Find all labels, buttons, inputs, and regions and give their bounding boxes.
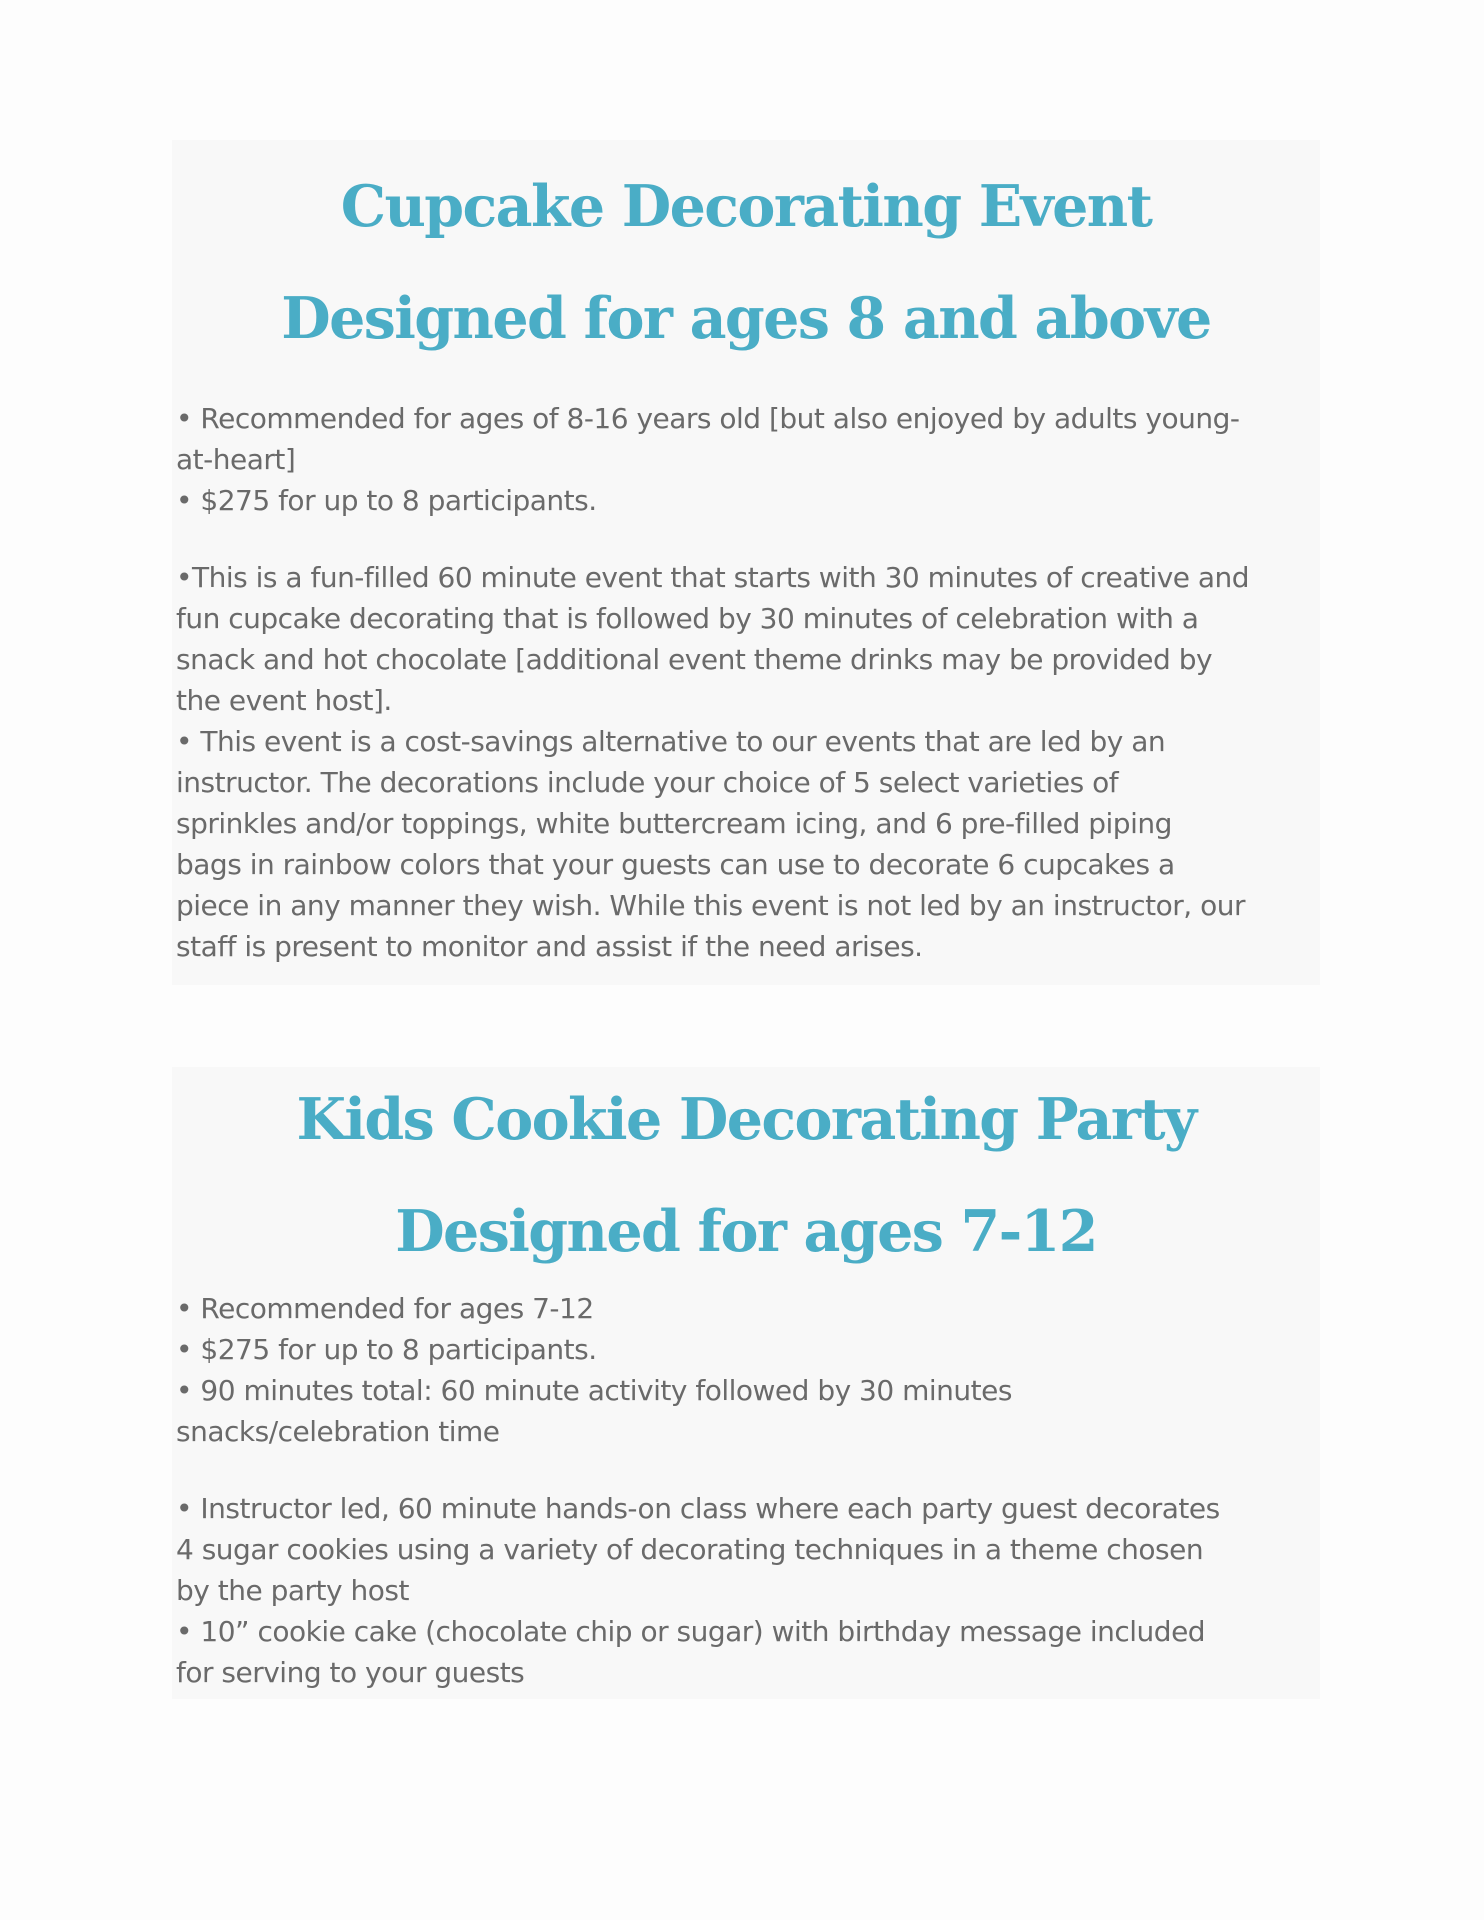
cupcake-line: sprinkles and/or toppings, white buttercream icing, and 6 pre-filled piping [176,807,1172,840]
paragraph-gap [176,521,1316,557]
cupcake-event-title: Cupcake Decorating Event [340,173,1152,240]
cookie-line: • 90 minutes total: 60 minute activity followed by 30 minutes [176,1374,1012,1407]
cupcake-line: instructor. The decorations include your choice of 5 select varieties of [176,766,1119,799]
cookie-line: snacks/celebration time [176,1415,500,1448]
cookie-line: • $275 for up to 8 participants. [176,1333,597,1366]
cookie-line: • Recommended for ages 7-12 [176,1292,594,1325]
cookie-party-subtitle: Designed for ages 7-12 [395,1198,1097,1265]
cookie-line: • 10” cookie cake (chocolate chip or sugar) with birthday message included [176,1615,1206,1648]
paragraph-gap [176,1452,1316,1488]
cupcake-line: the event host]. [176,684,392,717]
cupcake-line: fun cupcake decorating that is followed by 30 minutes of celebration with a [176,602,1199,635]
cupcake-line: staff is present to monitor and assist if the need arises. [176,930,923,963]
cookie-party-description [176,1288,1316,1693]
cupcake-line: at-heart] [176,443,296,476]
cookie-party-title: Kids Cookie Decorating Party [296,1086,1196,1153]
cupcake-line: piece in any manner they wish. While this event is not led by an instructor, our [176,889,1245,922]
cupcake-line: • This event is a cost-savings alternative to our events that are led by an [176,725,1166,758]
cookie-line: for serving to your guests [176,1656,525,1689]
cupcake-line: • $275 for up to 8 participants. [176,484,597,517]
cupcake-line: • Recommended for ages of 8-16 years old [but also enjoyed by adults young- [176,402,1240,435]
cupcake-line: •This is a fun-filled 60 minute event that starts with 30 minutes of creative and [176,561,1250,594]
cupcake-event-section [172,140,1320,985]
cookie-line: • Instructor led, 60 minute hands-on class where each party guest decorates [176,1492,1220,1525]
cookie-line: 4 sugar cookies using a variety of decorating techniques in a theme chosen [176,1533,1204,1566]
cupcake-event-description [176,398,1316,967]
cupcake-line: snack and hot chocolate [additional event theme drinks may be provided by [176,643,1213,676]
cookie-line: by the party host [176,1574,409,1607]
cupcake-line: bags in rainbow colors that your guests can use to decorate 6 cupcakes a [176,848,1175,881]
cookie-party-section [172,1067,1320,1699]
cupcake-event-subtitle: Designed for ages 8 and above [281,285,1211,352]
